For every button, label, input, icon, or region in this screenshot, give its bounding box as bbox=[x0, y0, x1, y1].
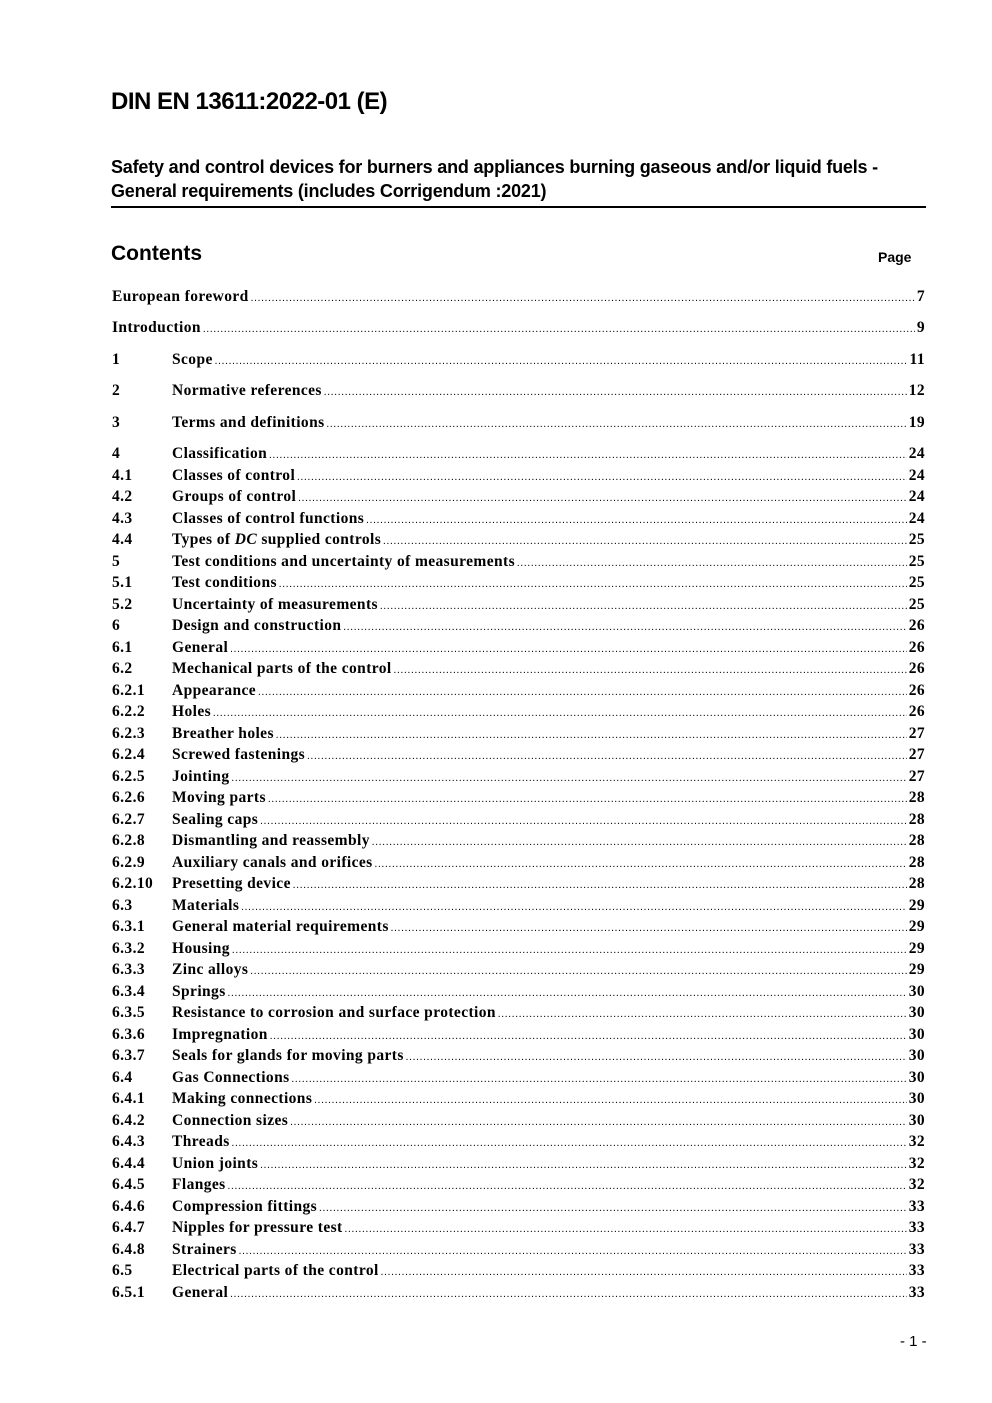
toc-entry-title[interactable]: Electrical parts of the control bbox=[172, 1262, 379, 1279]
toc-entry-title[interactable]: Test conditions bbox=[172, 574, 277, 591]
toc-entry[interactable] bbox=[112, 574, 925, 594]
toc-entry[interactable] bbox=[112, 725, 925, 745]
dot-leader bbox=[290, 1117, 907, 1128]
toc-entry-number: 6.4.3 bbox=[112, 1133, 145, 1150]
dot-leader bbox=[307, 751, 907, 762]
toc-entry-number: 5.1 bbox=[112, 574, 133, 591]
document-title: DIN EN 13611:2022-01 (E) bbox=[111, 88, 388, 115]
toc-entry-title[interactable]: Test conditions and uncertainty of measurements bbox=[172, 552, 516, 570]
toc-entry-page[interactable]: 11 bbox=[909, 351, 925, 368]
toc-entry-number: 6.2.2 bbox=[112, 703, 145, 720]
dot-leader bbox=[293, 880, 907, 891]
dot-leader bbox=[394, 665, 907, 676]
toc-entry-title[interactable]: Dismantling and reassembly bbox=[172, 832, 370, 849]
toc-entry[interactable] bbox=[112, 1176, 925, 1196]
dot-leader bbox=[406, 1052, 907, 1063]
toc-entry-page[interactable]: 30 bbox=[908, 1111, 925, 1129]
toc-entry-title[interactable]: Compression fittings bbox=[172, 1197, 318, 1215]
dot-leader bbox=[260, 1160, 906, 1171]
dot-leader bbox=[203, 324, 915, 335]
toc-entry-number: 6.3.3 bbox=[112, 961, 145, 978]
dot-leader bbox=[343, 622, 906, 633]
toc-entry-number: 4 bbox=[112, 445, 121, 462]
toc-entry-page[interactable]: 33 bbox=[908, 1219, 925, 1236]
dot-leader bbox=[232, 945, 907, 956]
toc-entry-page[interactable]: 27 bbox=[908, 724, 925, 742]
toc-entry-title[interactable]: Connection sizes bbox=[172, 1111, 289, 1129]
toc-entry-title[interactable]: Nipples for pressure test bbox=[172, 1219, 343, 1236]
toc-entry-page[interactable]: 24 bbox=[908, 445, 925, 462]
toc-entry-number: 6.4.8 bbox=[112, 1240, 145, 1258]
toc-entry-number: 6.2.3 bbox=[112, 724, 145, 742]
toc-entry[interactable] bbox=[112, 1133, 925, 1153]
dot-leader bbox=[324, 387, 907, 398]
toc-entry-page[interactable]: 12 bbox=[908, 382, 925, 399]
toc-entry[interactable] bbox=[112, 351, 925, 371]
toc-entry-title[interactable]: Holes bbox=[172, 703, 212, 720]
toc-entry-title[interactable]: Terms and definitions bbox=[172, 414, 325, 431]
dot-leader bbox=[260, 816, 906, 827]
dot-leader bbox=[230, 644, 907, 655]
dot-leader bbox=[517, 558, 907, 569]
toc-entry-title[interactable]: Springs bbox=[172, 982, 226, 1000]
toc-entry[interactable] bbox=[112, 639, 925, 659]
toc-entry-title[interactable]: Impregnation bbox=[172, 1025, 268, 1043]
dot-leader bbox=[297, 472, 907, 483]
toc-entry-title[interactable]: Appearance bbox=[172, 681, 257, 699]
toc-entry-number: 1 bbox=[112, 351, 121, 368]
toc-entry-page[interactable]: 32 bbox=[908, 1154, 925, 1172]
toc-entry-page[interactable]: 24 bbox=[908, 488, 925, 505]
toc-entry-page[interactable]: 25 bbox=[908, 595, 925, 613]
toc-entry-title[interactable]: Zinc alloys bbox=[172, 961, 249, 978]
toc-entry[interactable] bbox=[112, 488, 925, 508]
toc-entry-number: 6.5.1 bbox=[112, 1283, 145, 1301]
toc-entry-page[interactable]: 30 bbox=[908, 1090, 925, 1107]
toc-entry-page[interactable]: 7 bbox=[916, 288, 925, 305]
toc-entry-number: 6.4.7 bbox=[112, 1219, 145, 1236]
toc-entry[interactable] bbox=[112, 617, 925, 637]
toc-entry-page[interactable]: 9 bbox=[916, 319, 925, 336]
toc-entry-number: 6.4.1 bbox=[112, 1090, 145, 1107]
toc-entry-title[interactable]: General material requirements bbox=[172, 918, 389, 935]
toc-entry-number: 6.2.1 bbox=[112, 681, 145, 699]
toc-entry-number: 6.5 bbox=[112, 1262, 133, 1279]
toc-entry[interactable] bbox=[112, 1284, 925, 1304]
toc-entry-title[interactable]: Union joints bbox=[172, 1154, 259, 1172]
toc-entry-title[interactable]: Classes of control functions bbox=[172, 509, 365, 527]
toc-entry-title[interactable]: Jointing bbox=[172, 767, 230, 785]
toc-entry-title[interactable]: Introduction bbox=[112, 319, 201, 336]
toc-entry-page[interactable]: 26 bbox=[908, 638, 925, 656]
toc-entry-page[interactable]: 26 bbox=[908, 681, 925, 699]
toc-entry-title[interactable]: Mechanical parts of the control bbox=[172, 660, 392, 677]
dot-leader bbox=[239, 1246, 907, 1257]
toc-entry[interactable] bbox=[112, 1026, 925, 1046]
dot-leader bbox=[230, 1289, 907, 1300]
toc-entry[interactable] bbox=[112, 531, 925, 551]
toc-entry-number: 6.3 bbox=[112, 896, 133, 914]
toc-entry-number: 6.4.5 bbox=[112, 1176, 145, 1193]
toc-entry-page[interactable]: 27 bbox=[908, 746, 925, 763]
toc-entry-number: 6.2 bbox=[112, 660, 133, 677]
toc-entry-title[interactable]: Auxiliary canals and orifices bbox=[172, 853, 373, 871]
toc-entry-page[interactable]: 33 bbox=[908, 1262, 925, 1279]
toc-entry-title[interactable]: Breather holes bbox=[172, 724, 274, 742]
toc-entry-number: 6.4.2 bbox=[112, 1111, 145, 1129]
toc-entry[interactable] bbox=[112, 854, 925, 874]
toc-entry[interactable] bbox=[112, 553, 925, 573]
dot-leader bbox=[380, 601, 907, 612]
toc-entry-page[interactable]: 29 bbox=[908, 896, 925, 914]
toc-entry-title[interactable]: Classification bbox=[172, 445, 268, 462]
toc-entry-page[interactable]: 28 bbox=[908, 810, 925, 828]
dot-leader bbox=[258, 687, 907, 698]
toc-entry-title[interactable]: Scope bbox=[172, 351, 213, 368]
toc-entry[interactable] bbox=[112, 288, 925, 308]
toc-entry-number: 6.2.4 bbox=[112, 746, 145, 763]
toc-entry-number: 6.3.2 bbox=[112, 939, 145, 957]
toc-entry-number: 6.2.8 bbox=[112, 832, 145, 849]
dot-leader bbox=[269, 450, 907, 461]
toc-entry-page[interactable]: 25 bbox=[908, 552, 925, 570]
document-subtitle: Safety and control devices for burners and appliances burning gaseous and/or liquid fuels - General requirements (includes Corrigendum :2021) bbox=[111, 155, 926, 208]
dot-leader bbox=[292, 1074, 907, 1085]
toc-entry-number: 6.2.5 bbox=[112, 767, 145, 785]
toc-entry[interactable] bbox=[112, 414, 925, 434]
toc-entry-page[interactable]: 29 bbox=[908, 918, 925, 935]
dot-leader bbox=[228, 988, 907, 999]
toc-entry-page[interactable]: 33 bbox=[908, 1240, 925, 1258]
toc-entry[interactable] bbox=[112, 1004, 925, 1024]
toc-entry-title[interactable]: Normative references bbox=[172, 382, 322, 399]
page-number: - 1 - bbox=[900, 1333, 927, 1350]
toc-entry-page[interactable]: 30 bbox=[908, 1004, 925, 1021]
toc-entry-title[interactable]: Resistance to corrosion and surface protection bbox=[172, 1004, 496, 1021]
dot-leader bbox=[279, 579, 907, 590]
toc-entry[interactable] bbox=[112, 897, 925, 917]
toc-entry[interactable] bbox=[112, 1155, 925, 1175]
dot-leader bbox=[250, 966, 906, 977]
toc-entry-page[interactable]: 33 bbox=[908, 1283, 925, 1301]
toc-entry-page[interactable]: 30 bbox=[908, 982, 925, 1000]
dot-leader bbox=[345, 1224, 907, 1235]
toc-entry[interactable] bbox=[112, 832, 925, 852]
toc-entry[interactable] bbox=[112, 918, 925, 938]
toc-entry-page[interactable]: 25 bbox=[908, 531, 925, 548]
page-column-label: Page bbox=[878, 249, 912, 265]
dot-leader bbox=[251, 293, 915, 304]
toc-entry-page[interactable]: 24 bbox=[908, 509, 925, 527]
toc-entry[interactable] bbox=[112, 1241, 925, 1261]
dot-leader bbox=[232, 1138, 907, 1149]
toc-entry-page[interactable]: 24 bbox=[908, 466, 925, 484]
toc-entry-number: 6.3.7 bbox=[112, 1047, 145, 1064]
toc-entry-title[interactable]: Screwed fastenings bbox=[172, 746, 306, 763]
toc-entry[interactable] bbox=[112, 1047, 925, 1067]
toc-entry-page[interactable]: 32 bbox=[908, 1133, 925, 1150]
dot-leader bbox=[381, 1267, 907, 1278]
toc-entry-number: 2 bbox=[112, 382, 121, 399]
toc-entry-title[interactable]: Making connections bbox=[172, 1090, 313, 1107]
toc-entry[interactable] bbox=[112, 596, 925, 616]
toc-entry-page[interactable]: 29 bbox=[908, 961, 925, 978]
toc-entry-title[interactable]: Moving parts bbox=[172, 789, 266, 806]
toc-entry-number: 3 bbox=[112, 414, 121, 431]
toc-entry[interactable] bbox=[112, 1090, 925, 1110]
toc-entry-title[interactable]: Presetting device bbox=[172, 875, 291, 892]
dot-leader bbox=[268, 794, 907, 805]
toc-entry-page[interactable]: 26 bbox=[908, 617, 925, 634]
toc-entry[interactable] bbox=[112, 660, 925, 680]
toc-entry-title[interactable]: Materials bbox=[172, 896, 240, 914]
toc-entry[interactable] bbox=[112, 382, 925, 402]
toc-entry-number: 6.3.5 bbox=[112, 1004, 145, 1021]
toc-entry-number: 6.2.10 bbox=[112, 875, 154, 892]
toc-entry-title[interactable]: Flanges bbox=[172, 1176, 226, 1193]
toc-entry-number: 6.4.4 bbox=[112, 1154, 145, 1172]
toc-entry[interactable] bbox=[112, 789, 925, 809]
toc-entry[interactable] bbox=[112, 445, 925, 465]
toc-entry[interactable] bbox=[112, 703, 925, 723]
toc-entry-title[interactable]: Uncertainty of measurements bbox=[172, 595, 378, 613]
toc-entry-page[interactable]: 19 bbox=[908, 414, 925, 431]
toc-entry-page[interactable]: 28 bbox=[908, 789, 925, 806]
dot-leader bbox=[391, 923, 907, 934]
toc-entry-page[interactable]: 30 bbox=[908, 1025, 925, 1043]
toc-entry[interactable] bbox=[112, 1112, 925, 1132]
toc-entry[interactable] bbox=[112, 682, 925, 702]
toc-entry-number: 6.2.9 bbox=[112, 853, 145, 871]
toc-entry-title[interactable]: Types of DC supplied controls bbox=[172, 531, 382, 548]
toc-entry-page[interactable]: 26 bbox=[908, 703, 925, 720]
toc-entry-page[interactable]: 27 bbox=[908, 767, 925, 785]
toc-entry-page[interactable]: 33 bbox=[908, 1197, 925, 1215]
dot-leader bbox=[314, 1095, 906, 1106]
toc-entry-number: 4.4 bbox=[112, 531, 133, 548]
toc-entry-title[interactable]: European foreword bbox=[112, 288, 249, 305]
toc-entry-title[interactable]: Sealing caps bbox=[172, 810, 259, 828]
dot-leader bbox=[228, 1181, 907, 1192]
dot-leader bbox=[375, 859, 907, 870]
toc-entry[interactable] bbox=[112, 875, 925, 895]
toc-entry-page[interactable]: 28 bbox=[908, 853, 925, 871]
toc-entry-number: 6.2.7 bbox=[112, 810, 145, 828]
toc-entry[interactable] bbox=[112, 983, 925, 1003]
toc-entry-page[interactable]: 25 bbox=[908, 574, 925, 591]
toc-entry[interactable] bbox=[112, 1219, 925, 1239]
dot-leader bbox=[298, 493, 906, 504]
toc-entry[interactable] bbox=[112, 746, 925, 766]
toc-entry-page[interactable]: 28 bbox=[908, 832, 925, 849]
toc-entry-number: 6.4.6 bbox=[112, 1197, 145, 1215]
dot-leader bbox=[241, 902, 906, 913]
toc-entry-title[interactable]: General bbox=[172, 638, 229, 656]
toc-entry-number: 6.1 bbox=[112, 638, 133, 656]
toc-entry-title[interactable]: Housing bbox=[172, 939, 230, 957]
toc-entry-number: 5.2 bbox=[112, 595, 133, 613]
toc-entry-title[interactable]: Gas Connections bbox=[172, 1068, 290, 1086]
dot-leader bbox=[366, 515, 907, 526]
dot-leader bbox=[276, 730, 907, 741]
toc-entry-number: 6.3.1 bbox=[112, 918, 145, 935]
toc-entry[interactable] bbox=[112, 940, 925, 960]
dot-leader bbox=[319, 1203, 907, 1214]
toc-entry-number: 5 bbox=[112, 552, 121, 570]
toc-entry-page[interactable]: 32 bbox=[908, 1176, 925, 1193]
toc-entry-page[interactable]: 30 bbox=[908, 1068, 925, 1086]
toc-entry[interactable] bbox=[112, 510, 925, 530]
toc-entry-page[interactable]: 26 bbox=[908, 660, 925, 677]
toc-entry-page[interactable]: 29 bbox=[908, 939, 925, 957]
toc-entry[interactable] bbox=[112, 961, 925, 981]
toc-entry-title[interactable]: Classes of control bbox=[172, 466, 296, 484]
toc-entry-number: 6.3.4 bbox=[112, 982, 145, 1000]
toc-entry-number: 4.2 bbox=[112, 488, 133, 505]
dot-leader bbox=[215, 356, 908, 367]
toc-entry-page[interactable]: 28 bbox=[908, 875, 925, 892]
toc-entry[interactable] bbox=[112, 811, 925, 831]
toc-entry-number: 6.4 bbox=[112, 1068, 133, 1086]
toc-entry-number: 6 bbox=[112, 617, 121, 634]
toc-entry-number: 4.3 bbox=[112, 509, 133, 527]
toc-entry[interactable] bbox=[112, 319, 925, 339]
toc-entry-title[interactable]: General bbox=[172, 1283, 229, 1301]
toc-entry[interactable] bbox=[112, 1069, 925, 1089]
toc-entry-title[interactable]: Groups of control bbox=[172, 488, 297, 505]
dot-leader bbox=[327, 419, 907, 430]
dot-leader bbox=[213, 708, 907, 719]
toc-entry-page[interactable]: 30 bbox=[908, 1047, 925, 1064]
toc-entry[interactable] bbox=[112, 467, 925, 487]
toc-entry-title[interactable]: Seals for glands for moving parts bbox=[172, 1047, 404, 1064]
toc-entry-title[interactable]: Design and construction bbox=[172, 617, 342, 634]
dot-leader bbox=[372, 837, 907, 848]
dot-leader bbox=[383, 536, 907, 547]
toc-entry[interactable] bbox=[112, 1262, 925, 1282]
dot-leader bbox=[270, 1031, 907, 1042]
toc-entry[interactable] bbox=[112, 1198, 925, 1218]
toc-entry-title[interactable]: Threads bbox=[172, 1133, 230, 1150]
toc-entry-number: 6.3.6 bbox=[112, 1025, 145, 1043]
toc-entry[interactable] bbox=[112, 768, 925, 788]
contents-heading: Contents bbox=[111, 242, 202, 265]
dot-leader bbox=[498, 1009, 907, 1020]
toc-entry-number: 4.1 bbox=[112, 466, 133, 484]
dot-leader bbox=[231, 773, 906, 784]
toc-entry-number: 6.2.6 bbox=[112, 789, 145, 806]
toc-entry-title[interactable]: Strainers bbox=[172, 1240, 237, 1258]
